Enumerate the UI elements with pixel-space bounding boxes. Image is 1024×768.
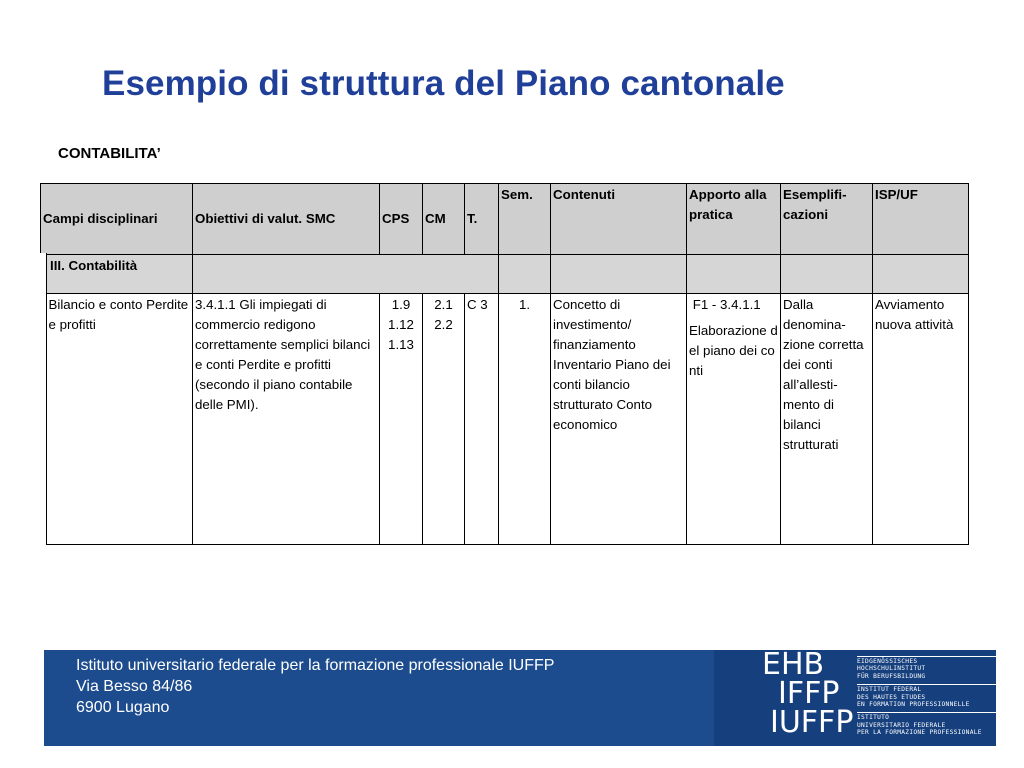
cps-value: 1.12	[388, 317, 414, 332]
header-sem: Sem.	[499, 184, 551, 255]
cell-sem: 1.	[499, 294, 551, 545]
section-subtitle: CONTABILITA’	[58, 145, 161, 162]
section-cell	[781, 255, 873, 294]
logo-acronym-ehb: EHB	[762, 647, 825, 682]
cps-value: 1.13	[388, 337, 414, 352]
section-cell	[687, 255, 781, 294]
footer-bar	[44, 647, 996, 746]
cell-contenuti: Concetto di investimento/ finanziamento Inventario Piano dei conti bilancio strutturato Conto economico	[551, 294, 687, 545]
logo-line: EIDGENÖSSISCHES	[857, 658, 918, 665]
cm-value: 2.2	[434, 317, 453, 332]
apporto-reference: F1 - 3.4.1.1	[689, 297, 761, 312]
cps-value: 1.9	[391, 297, 411, 312]
institution-city: 6900 Lugano	[76, 699, 170, 716]
header-contenuti: Contenuti	[551, 184, 687, 255]
logo-name-de	[857, 656, 996, 680]
logo-name-it	[857, 712, 996, 736]
logo-line: UNIVERSITARIO FEDERALE	[857, 721, 946, 729]
logo-line: HOCHSCHULINSTITUT	[857, 665, 926, 673]
header-t: T.	[465, 184, 499, 255]
section-cell	[499, 255, 551, 294]
cell-campi: Bilancio e conto Perdite e profitti	[41, 294, 193, 545]
logo-line: INSTITUT FEDERAL	[857, 686, 922, 694]
logo-line: PER LA FORMAZIONE PROFESSIONALE	[857, 729, 982, 737]
header-esemplificazioni: Esemplifi-cazioni	[781, 184, 873, 255]
apporto-text: Elaborazione del piano dei conti	[689, 323, 778, 378]
header-isp-uf: ISP/UF	[873, 184, 969, 255]
logo-line: ISTITUTO	[857, 714, 890, 722]
cm-value: 2.1	[434, 297, 453, 312]
logo-name-fr	[857, 684, 996, 708]
institution-name: Istituto universitario federale per la formazione professionale IUFFP	[76, 657, 555, 674]
cell-isp-uf: Avviamento nuova attività	[873, 294, 969, 545]
header-apporto: Apporto alla pratica	[687, 184, 781, 255]
cell-esemplificazioni: Dalla denomina-zione corretta dei conti all’allesti-mento di bilanci strutturati	[781, 294, 873, 545]
section-row	[41, 255, 969, 294]
institution-address	[76, 655, 554, 718]
header-cps: CPS	[380, 184, 423, 255]
section-cell	[193, 255, 499, 294]
logo-line: EN FORMATION PROFESSIONNELLE	[857, 701, 970, 709]
institution-street: Via Besso 84/86	[76, 678, 193, 695]
table-row	[41, 294, 969, 545]
section-cell	[873, 255, 969, 294]
cell-cm	[423, 294, 465, 545]
page-title: Esempio di struttura del Piano cantonale	[102, 64, 785, 103]
cell-cps	[380, 294, 423, 545]
curriculum-table	[40, 183, 969, 545]
header-campi: Campi disciplinari	[41, 184, 193, 255]
header-cm: CM	[423, 184, 465, 255]
section-label: III. Contabilità	[41, 255, 193, 294]
cell-obiettivi: 3.4.1.1 Gli impiegati di commercio redigono correttamente semplici bilanci e conti Perdite e profitti (secondo il piano contabile delle PMI).	[193, 294, 380, 545]
section-cell	[551, 255, 687, 294]
cell-apporto	[687, 294, 781, 545]
logo-acronym-iffp: IFFP	[778, 676, 840, 711]
table-left-border	[46, 253, 47, 545]
logo-acronyms	[754, 647, 856, 740]
logo-acronym-iuffp: IUFFP	[770, 705, 854, 740]
logo-line: DES HAUTES ETUDES	[857, 693, 926, 701]
header-row	[41, 184, 969, 255]
cell-t: C 3	[465, 294, 499, 545]
logo-line: FÜR BERUFSBILDUNG	[857, 672, 926, 680]
header-obiettivi: Obiettivi di valut. SMC	[193, 184, 380, 255]
logo-institution-names	[857, 656, 996, 741]
